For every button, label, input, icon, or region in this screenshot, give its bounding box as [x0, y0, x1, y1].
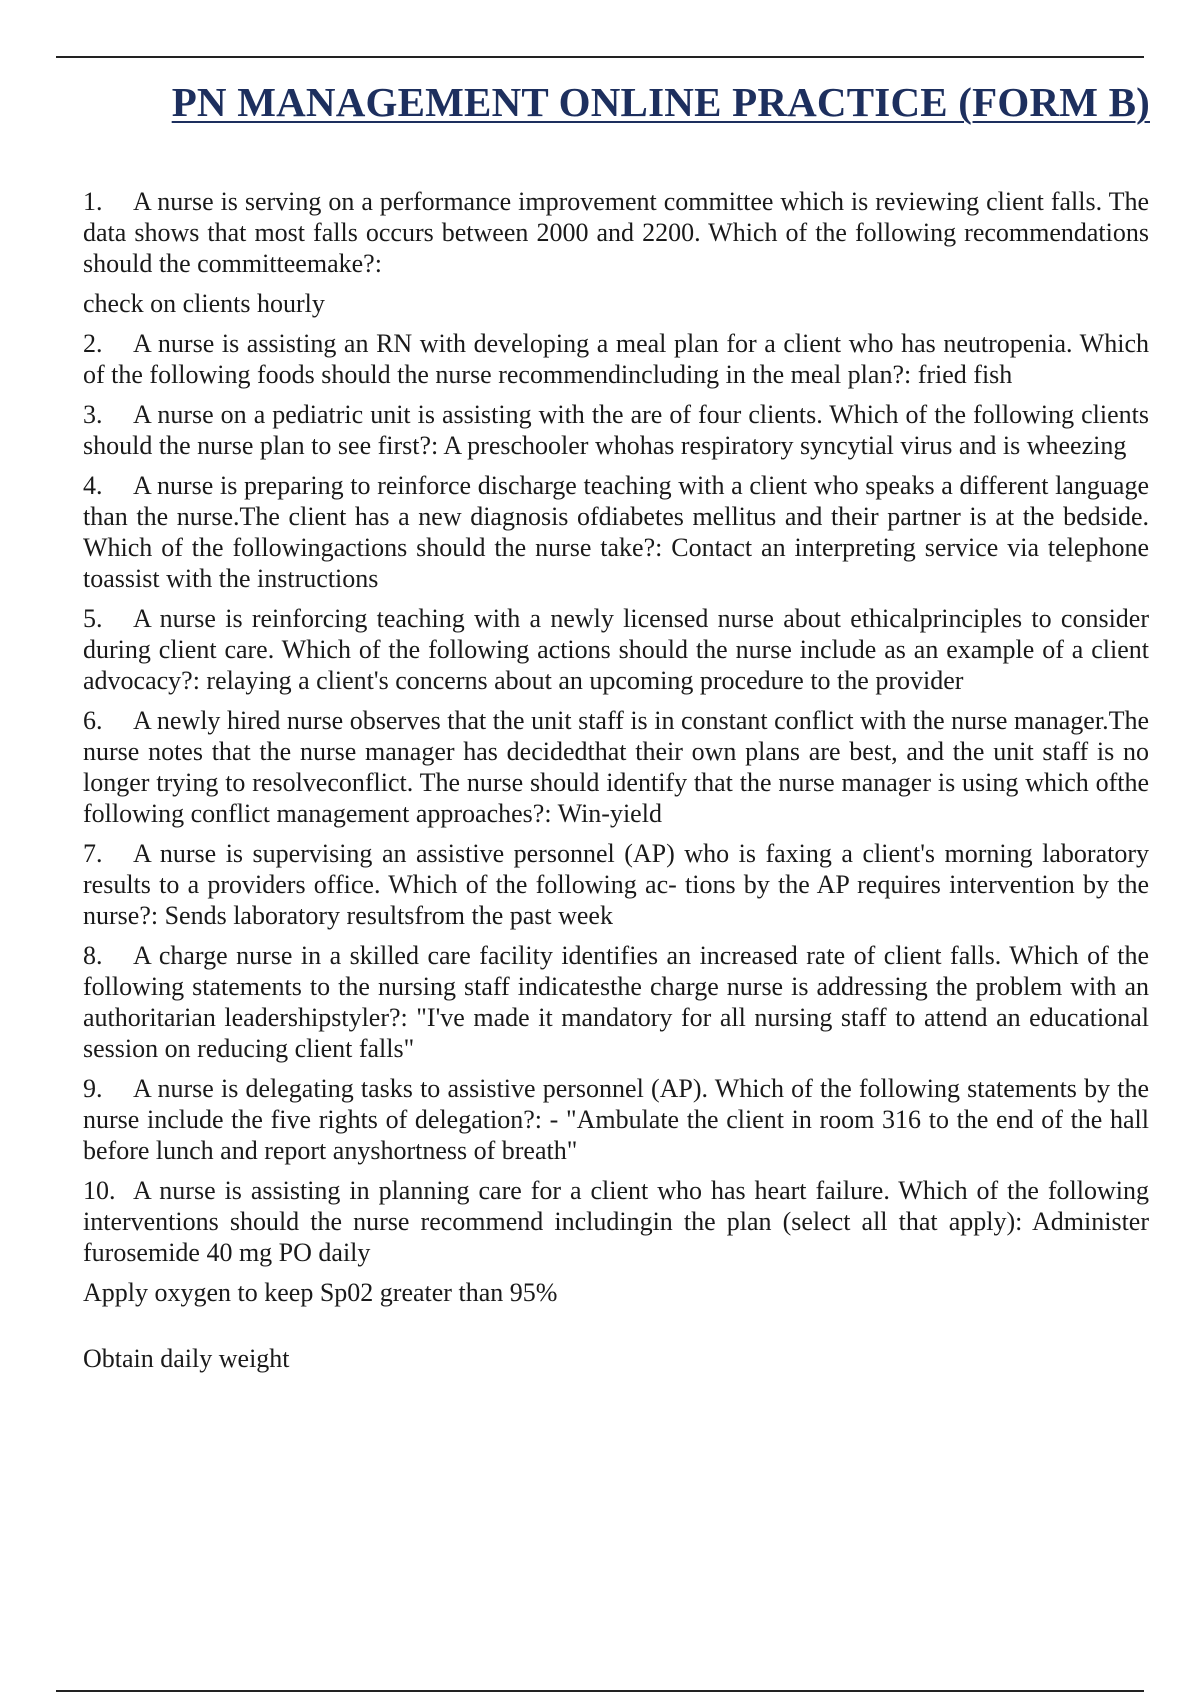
question-7: [83, 838, 1149, 931]
answer-q10-weight: Obtain daily weight: [83, 1344, 290, 1373]
question-number: 5.: [83, 604, 103, 633]
question-number: 4.: [83, 471, 103, 500]
question-9: [83, 1073, 1149, 1166]
question-2: [83, 328, 1149, 390]
question-text: A charge nurse in a skilled care facility identifies an increased rate of client falls. Which of the following statements to the nursing staff indicatesthe charge nurse is addressing the problem with an authoritarian leadershipstyler?: "I've made it mandatory for all nursing staff to attend an educational session on reducing client falls": [83, 941, 1149, 1063]
question-8: [83, 940, 1149, 1064]
question-10: [83, 1175, 1149, 1268]
question-list: [83, 186, 1149, 1383]
question-text: A nurse is serving on a performance improvement committee which is reviewing client falls. The data shows that most falls occurs between 2000 and 2200. Which of the following recommendations should the committeemake?:: [83, 187, 1149, 278]
question-6: [83, 705, 1149, 829]
question-text: A nurse is assisting an RN with developing a meal plan for a client who has neutropenia. Which of the following foods should the nurse recommendincluding in the meal plan?: fried fish: [83, 329, 1149, 389]
question-1: [83, 186, 1149, 279]
top-rule: [56, 56, 1144, 58]
question-text: A nurse on a pediatric unit is assisting with the are of four clients. Which of the following clients should the nurse plan to see first?: A preschooler whohas respiratory syncytial virus and is wheezing: [83, 400, 1149, 460]
question-number: 2.: [83, 329, 103, 358]
question-number: 3.: [83, 400, 103, 429]
question-number: 6.: [83, 706, 103, 735]
document-title: PN MANAGEMENT ONLINE PRACTICE (FORM B): [171, 79, 1150, 125]
answer-q10-oxygen: Apply oxygen to keep Sp02 greater than 95%: [83, 1278, 558, 1307]
question-text: A nurse is assisting in planning care for a client who has heart failure. Which of the following interventions should the nurse recommend includingin the plan (select all that apply): Administer furosemide 40 mg PO daily: [83, 1176, 1149, 1267]
question-number: 8.: [83, 941, 103, 970]
question-4: [83, 470, 1149, 594]
question-number: 9.: [83, 1074, 103, 1103]
question-text: A nurse is preparing to reinforce discharge teaching with a client who speaks a different language than the nurse.The client has a new diagnosis ofdiabetes mellitus and their partner is at the bedside. Which of the followingactions should the nurse take?: Contact an interpreting service via telephone toassist with the instructions: [83, 471, 1149, 593]
question-text: A nurse is reinforcing teaching with a newly licensed nurse about ethicalprinciples to consider during client care. Which of the following actions should the nurse include as an example of a client advocacy?: relaying a client's concerns about an upcoming procedure to the provider: [83, 604, 1149, 695]
question-text: A nurse is delegating tasks to assistive personnel (AP). Which of the following statements by the nurse include the five rights of delegation?: - "Ambulate the client in room 316 to the end of the hall before lunch and report anyshortness of breath": [83, 1074, 1149, 1165]
question-number: 1.: [83, 187, 103, 216]
question-text: A newly hired nurse observes that the unit staff is in constant conflict with the nurse manager.The nurse notes that the nurse manager has decidedthat their own plans are best, and the unit staff is no longer trying to resolveconflict. The nurse should identify that the nurse manager is using which ofthe following conflict management approaches?: Win-yield: [83, 706, 1149, 828]
question-number: 10.: [83, 1176, 116, 1205]
question-text: A nurse is supervising an assistive personnel (AP) who is faxing a client's morning laboratory results to a providers office. Which of the following ac- tions by the AP requires intervention by the nurse?: Sends laboratory resultsfrom the past week: [83, 839, 1149, 930]
question-3: [83, 399, 1149, 461]
question-5: [83, 603, 1149, 696]
answer-q1: check on clients hourly: [83, 289, 325, 318]
question-number: 7.: [83, 839, 103, 868]
bottom-rule: [56, 1690, 1144, 1692]
